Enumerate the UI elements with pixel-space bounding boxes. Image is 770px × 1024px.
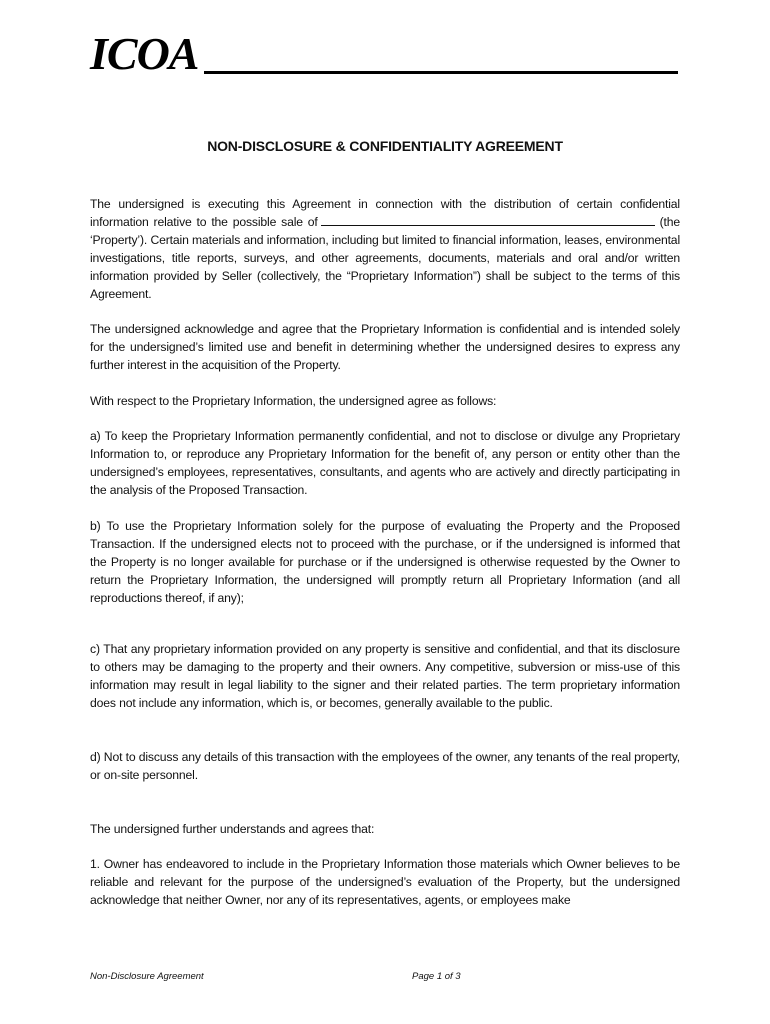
footer-document-name: Non-Disclosure Agreement <box>90 971 204 982</box>
intro-paragraph <box>90 195 680 303</box>
item-1 <box>90 855 680 909</box>
clause-a <box>90 427 680 499</box>
respect-intro-paragraph <box>90 392 680 410</box>
document-title: NON-DISCLOSURE & CONFIDENTIALITY AGREEMENT <box>207 138 563 154</box>
item-1-text: 1. Owner has endeavored to include in the Proprietary Information those materials which Owner believes to be reliable and relevant for the purpose of the undersigned’s evaluation of the Property, but the undersigned acknowledge that neither Owner, nor any of its representatives, agents, or employees make <box>90 857 680 907</box>
further-text: The undersigned further understands and agrees that: <box>90 822 375 836</box>
clause-c <box>90 640 680 712</box>
acknowledge-text: The undersigned acknowledge and agree that the Proprietary Information is confidential and is intended solely for the undersigned’s limited use and benefit in determining whether the undersigned desires to express any further interest in the acquisition of the Property. <box>90 322 680 372</box>
clause-a-text: a) To keep the Proprietary Information permanently confidential, and not to disclose or divulge any Proprietary Information to, or reproduce any Proprietary Information for the benefit of, any person or entity other than the undersigned’s employees, representatives, consultants, and agents who are actively and directly participating in the analysis of the Proposed Transaction. <box>90 429 680 497</box>
clause-c-text: c) That any proprietary information provided on any property is sensitive and confidential, and that its disclosure to others may be damaging to the property and their owners. Any competitive, subversion or miss-use of this information may result in legal liability to the signer and their related parties. The term proprietary information does not include any information, which is, or becomes, generally available to the public. <box>90 642 680 710</box>
intro-text-continued: (the ‘Property’). Certain materials and information, including but limited to financial information, leases, environmental investigations, title reports, surveys, and other agreements, documents, materials and oral and/or written information provided by Seller (collectively, the “Proprietary Information”) shall be subject to the terms of this Agreement. <box>90 215 680 301</box>
clause-b-text: b) To use the Proprietary Information solely for the purpose of evaluating the Property and the Proposed Transaction. If the undersigned elects not to proceed with the purchase, or if the undersigned is informed that the Property is no longer available for purchase or if the undersigned is otherwise requested by the Owner to return the Proprietary Information, the undersigned will promptly return all Proprietary Information (and all reproductions thereof, if any); <box>90 519 680 605</box>
clause-d <box>90 748 680 784</box>
acknowledge-paragraph <box>90 320 680 374</box>
respect-intro-text: With respect to the Proprietary Information, the undersigned agree as follows: <box>90 394 497 408</box>
footer-page-number: Page 1 of 3 <box>412 971 461 982</box>
clause-b <box>90 517 680 607</box>
intro-text: The undersigned is executing this Agreement in connection with the distribution of certain confidential information relative to the possible sale of <box>90 197 680 229</box>
icoa-logo: ICOA <box>90 28 199 79</box>
further-paragraph <box>90 820 680 838</box>
clause-d-text: d) Not to discuss any details of this transaction with the employees of the owner, any tenants of the real property, or on-site personnel. <box>90 750 680 782</box>
property-blank-line <box>321 213 655 226</box>
header-rule <box>204 71 678 74</box>
